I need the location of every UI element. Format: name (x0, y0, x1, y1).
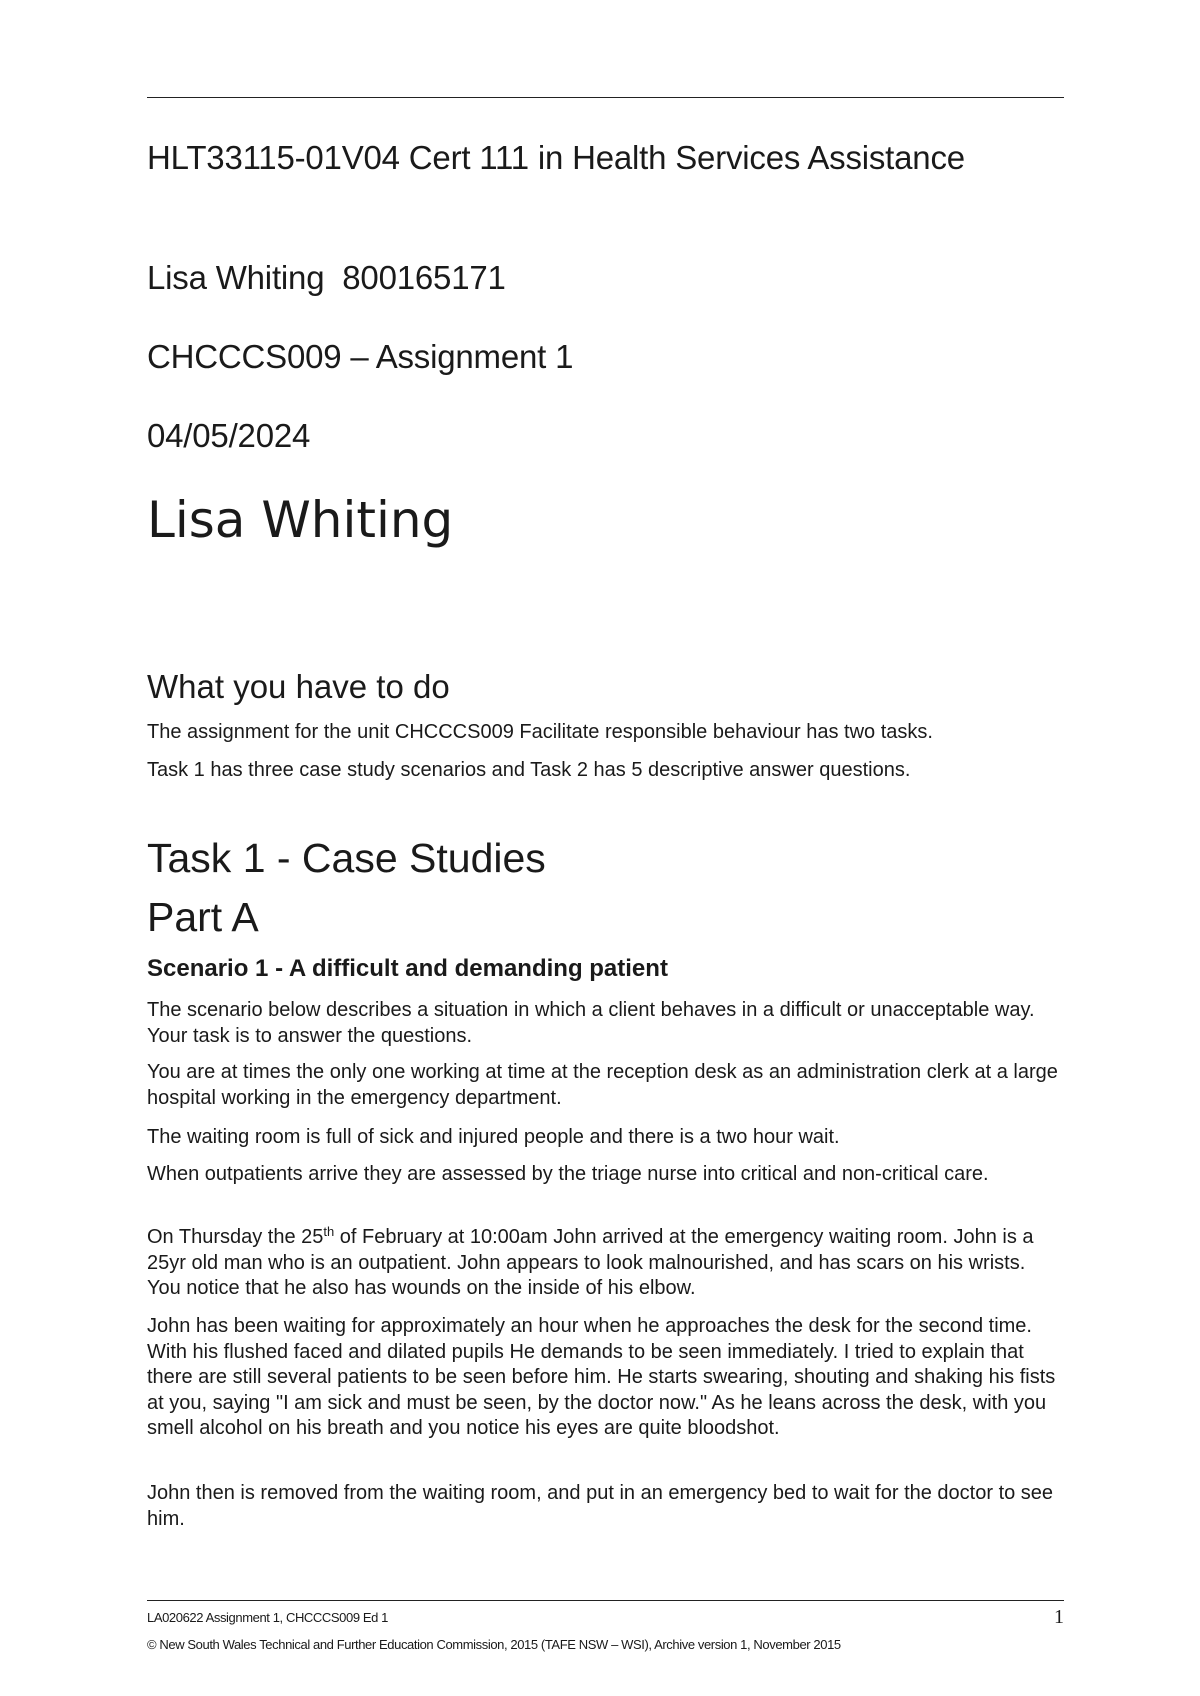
submission-date: 04/05/2024 (147, 417, 311, 454)
scenario-paragraph-2: You are at times the only one working at time at the reception desk as an administration clerk at a large hospital working in the emergency department. (147, 1061, 1058, 1109)
course-title: HLT33115-01V04 Cert 111 in Health Services Assistance (147, 139, 965, 176)
header-rule (147, 97, 1064, 98)
scenario-paragraph-thursday (147, 1225, 1064, 1302)
ordinal-suffix: th (323, 1224, 335, 1239)
section-heading-what-to-do: What you have to do (147, 668, 450, 705)
scenario-paragraph-3: The waiting room is full of sick and injured people and there is a two hour wait. (147, 1126, 840, 1148)
student-name-large: Lisa Whiting (147, 491, 454, 549)
thursday-text-rest: of February at 10:00am John arrived at the emergency waiting room. John is a 25yr old man who is an outpatient. John appears to look malnourished, and has scars on his wrists. You notice that he also has wounds on the inside of his elbow. (147, 1226, 1034, 1299)
intro-paragraph-2: Task 1 has three case study scenarios and Task 2 has 5 descriptive answer questions. (147, 759, 911, 781)
part-heading: Part A (147, 894, 259, 940)
scenario-heading: Scenario 1 - A difficult and demanding patient (147, 955, 668, 982)
footer-copyright: © New South Wales Technical and Further Education Commission, 2015 (TAFE NSW – WSI), Archive version 1, November 2015 (147, 1637, 841, 1652)
task-heading: Task 1 - Case Studies (147, 835, 546, 881)
student-name-id: Lisa Whiting 800165171 (147, 259, 506, 296)
scenario-paragraph-1: The scenario below describes a situation in which a client behaves in a difficult or unacceptable way. Your task is to answer the questions. (147, 999, 1035, 1047)
page-number: 1 (1054, 1606, 1064, 1628)
intro-paragraph-1: The assignment for the unit CHCCCS009 Facilitate responsible behaviour has two tasks. (147, 721, 933, 743)
scenario-paragraph-removed: John then is removed from the waiting room, and put in an emergency bed to wait for the doctor to see him. (147, 1482, 1054, 1530)
scenario-paragraph-waiting: John has been waiting for approximately an hour when he approaches the desk for the second time. With his flushed faced and dilated pupils He demands to be seen immediately. I tried to explain that there are still several patients to be seen before him. He starts swearing, shouting and shaking his fists at you, saying "I am sick and must be seen, by the doctor now." As he leans across the desk, with you smell alcohol on his breath and you notice his eyes are quite bloodshot. (147, 1315, 1056, 1439)
scenario-paragraph-4: When outpatients arrive they are assessed by the triage nurse into critical and non-critical care. (147, 1163, 989, 1185)
unit-assignment: CHCCCS009 – Assignment 1 (147, 338, 574, 375)
footer-rule (147, 1600, 1064, 1601)
footer-document-code: LA020622 Assignment 1, CHCCCS009 Ed 1 (147, 1610, 389, 1625)
thursday-text-start: On Thursday the 25 (147, 1226, 324, 1248)
